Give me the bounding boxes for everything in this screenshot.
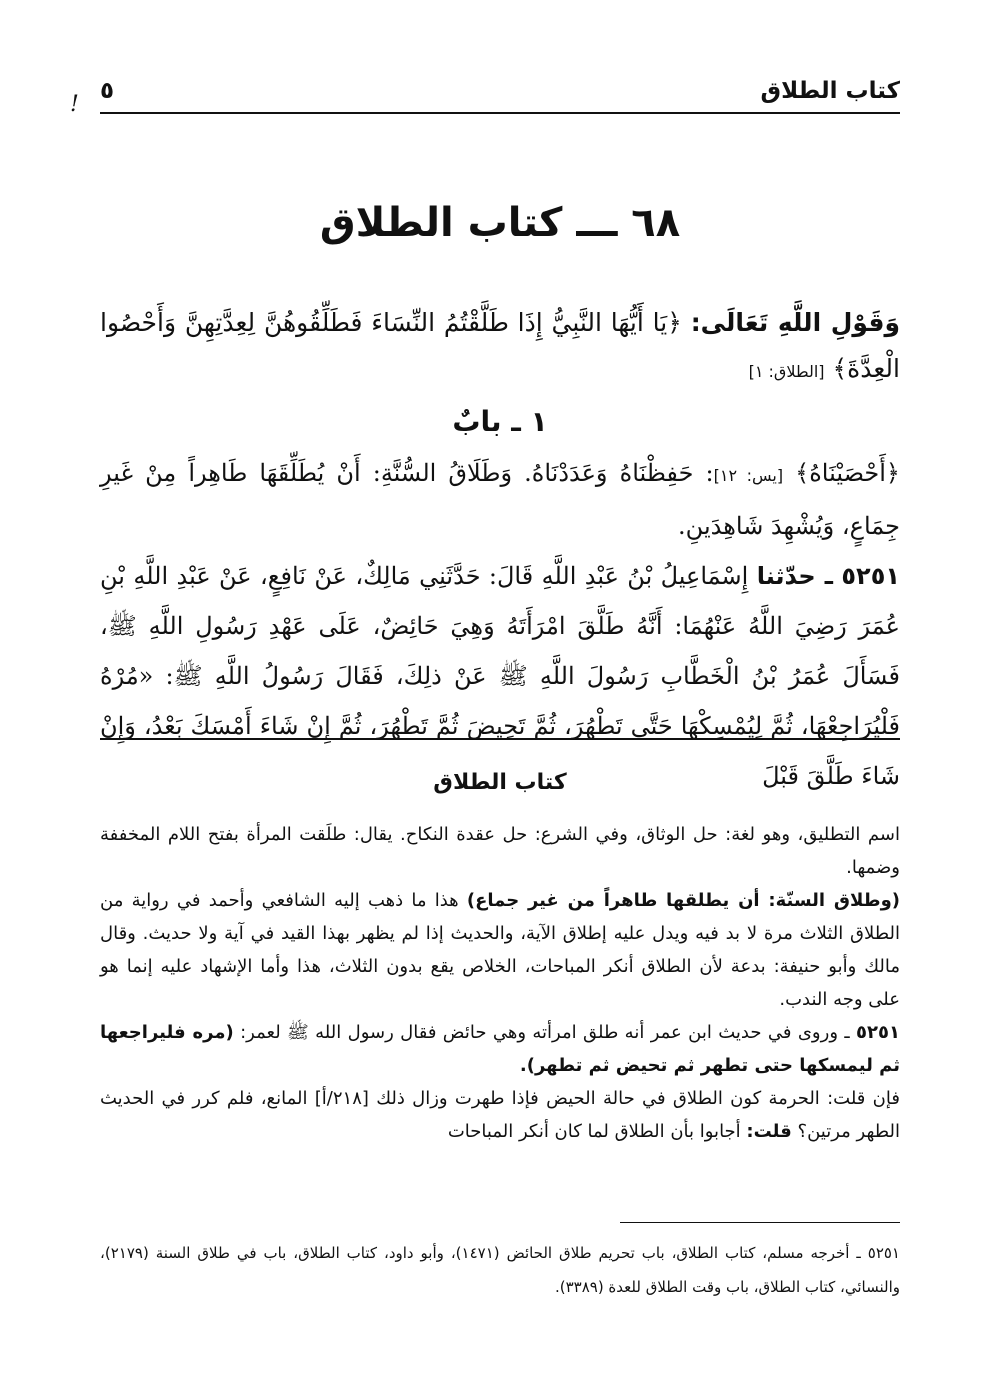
- main-text: [100, 448, 900, 801]
- commentary-text: أجابوا بأن الطلاق لما كان أنكر المباحات: [447, 1121, 747, 1142]
- commentary-text: هذا ما ذهب إليه الشافعي وأحمد في رواية من الطلاق الثلاث مرة لا بد فيه ويدل عليه إطلاق الآية، والحديث إذا لم يظهر بهذا القيد في آية ولا حديث. وقال مالك وأبو حنيفة: بدعة لأن الطلاق أنكر المباحات، الخلاص يقع بدون الثلاث، هذا وأما الإشهاد عليه إنما هو على وجه الندب.: [100, 890, 900, 1010]
- hadith-number: ٥٢٥١: [841, 562, 900, 590]
- verse-text: ﴿يَا أَيُّهَا النَّبِيُّ إِذَا طَلَّقْتُمُ النِّسَاءَ فَطَلِّقُوهُنَّ لِعِدَّتِهِنَّ وَأَحْصُوا الْعِدَّةَ﴾: [100, 308, 900, 383]
- commentary: [100, 818, 900, 1148]
- commentary-paragraph: [100, 1016, 900, 1082]
- running-header: [100, 78, 900, 114]
- chapter-heading: ١ ـ بابٌ: [452, 405, 548, 438]
- page-number: ٥: [100, 78, 115, 104]
- commentary-bold: (مره فليراجعها ثم ليمسكها حتى تطهر ثم تحيض ثم تطهر).: [100, 1022, 900, 1076]
- verse-lead: وَقَوْلِ اللَّهِ تَعَالَى:: [690, 308, 900, 337]
- footnote: [100, 1236, 900, 1304]
- quoted-word: ﴿أَحْصَيْنَاهُ﴾: [795, 459, 900, 487]
- commentary-bold: (وطلاق السنّة: أن يطلقها طاهراً من غير جماع): [466, 890, 900, 911]
- hadith-lead: ـ حدّثنا: [756, 562, 834, 590]
- verse-reference: [الطلاق: ١]: [748, 362, 825, 381]
- commentary-text: فإن قلت: الحرمة كون الطلاق في حالة الحيض فإذا طهرت وزال ذلك [٢١٨/أ] المانع، فلم كرر في الحديث الطهر مرتين؟: [100, 1088, 900, 1142]
- margin-mark: !: [70, 92, 79, 117]
- verse-reference: [يس: ١٢]: [713, 466, 784, 485]
- commentary-bold: قلت:: [746, 1121, 792, 1142]
- commentary-paragraph: [100, 1082, 900, 1148]
- commentary-title: كتاب الطلاق: [433, 770, 567, 795]
- quran-verse: [100, 300, 900, 395]
- commentary-paragraph: [100, 884, 900, 1016]
- footnote-text: ٥٢٥١ ـ أخرجه مسلم، كتاب الطلاق، باب تحريم طلاق الحائض (١٤٧١)، وأبو داود، كتاب الطلاق، باب في طلاق السنة (٢١٧٩)، والنسائي، كتاب الطلاق، باب وقت الطلاق للعدة (٣٣٨٩).: [100, 1244, 900, 1296]
- commentary-text: ـ وروى في حديث ابن عمر أنه طلق امرأته وهي حائض فقال رسول الله ﷺ لعمر:: [233, 1022, 857, 1043]
- main-paragraph: [100, 448, 900, 551]
- hadith-number: ٥٢٥١: [856, 1022, 900, 1043]
- commentary-paragraph: اسم التطليق، وهو لغة: حل الوثاق، وفي الشرع: حل عقدة النكاح. يقال: طلَقت المرأة بفتح اللام المخففة وضمها.: [100, 824, 900, 878]
- book-title: ٦٨ ـــ كتاب الطلاق: [319, 200, 681, 246]
- main-paragraph-text: : حَفِظْنَاهُ وَعَدَدْنَاهُ. وَطَلَاقُ السُّنَّةِ: أَنْ يُطَلِّقَهَا طَاهِراً مِنْ غَيرِ جِمَاعٍ، وَيُشْهِدَ شَاهِدَينِ.: [100, 459, 900, 540]
- hadith-paragraph: [100, 551, 900, 801]
- section-divider: [100, 738, 900, 740]
- footnote-divider: [620, 1222, 900, 1223]
- running-title: كتاب الطلاق: [760, 78, 900, 104]
- hadith-text: إِسْمَاعِيلُ بْنُ عَبْدِ اللَّهِ قَالَ: حَدَّثَنِي مَالِكٌ، عَنْ نَافِعٍ، عَنْ عَبْدِ اللَّهِ بْنِ عُمَرَ رَضِيَ اللَّهُ عَنْهُمَا: أَنَّهُ طَلَّقَ امْرَأَتَهُ وَهِيَ حَائِضٌ، عَلَى عَهْدِ رَسُولِ اللَّهِ ﷺ، فَسَأَلَ عُمَرُ بْنُ الْخَطَّابِ رَسُولَ اللَّهِ ﷺ عَنْ ذلِكَ، فَقَالَ رَسُولُ اللَّهِ ﷺ: «مُرْهُ فَلْيُرَاجِعْهَا، ثُمَّ لِيُمْسِكْهَا حَتَّى تَطْهُرَ، ثُمَّ تَحِيضَ ثُمَّ تَطْهُرَ، ثُمَّ إِنْ شَاءَ أَمْسَكَ بَعْدُ، وَإِنْ شَاءَ طَلَّقَ قَبْلَ: [100, 562, 900, 790]
